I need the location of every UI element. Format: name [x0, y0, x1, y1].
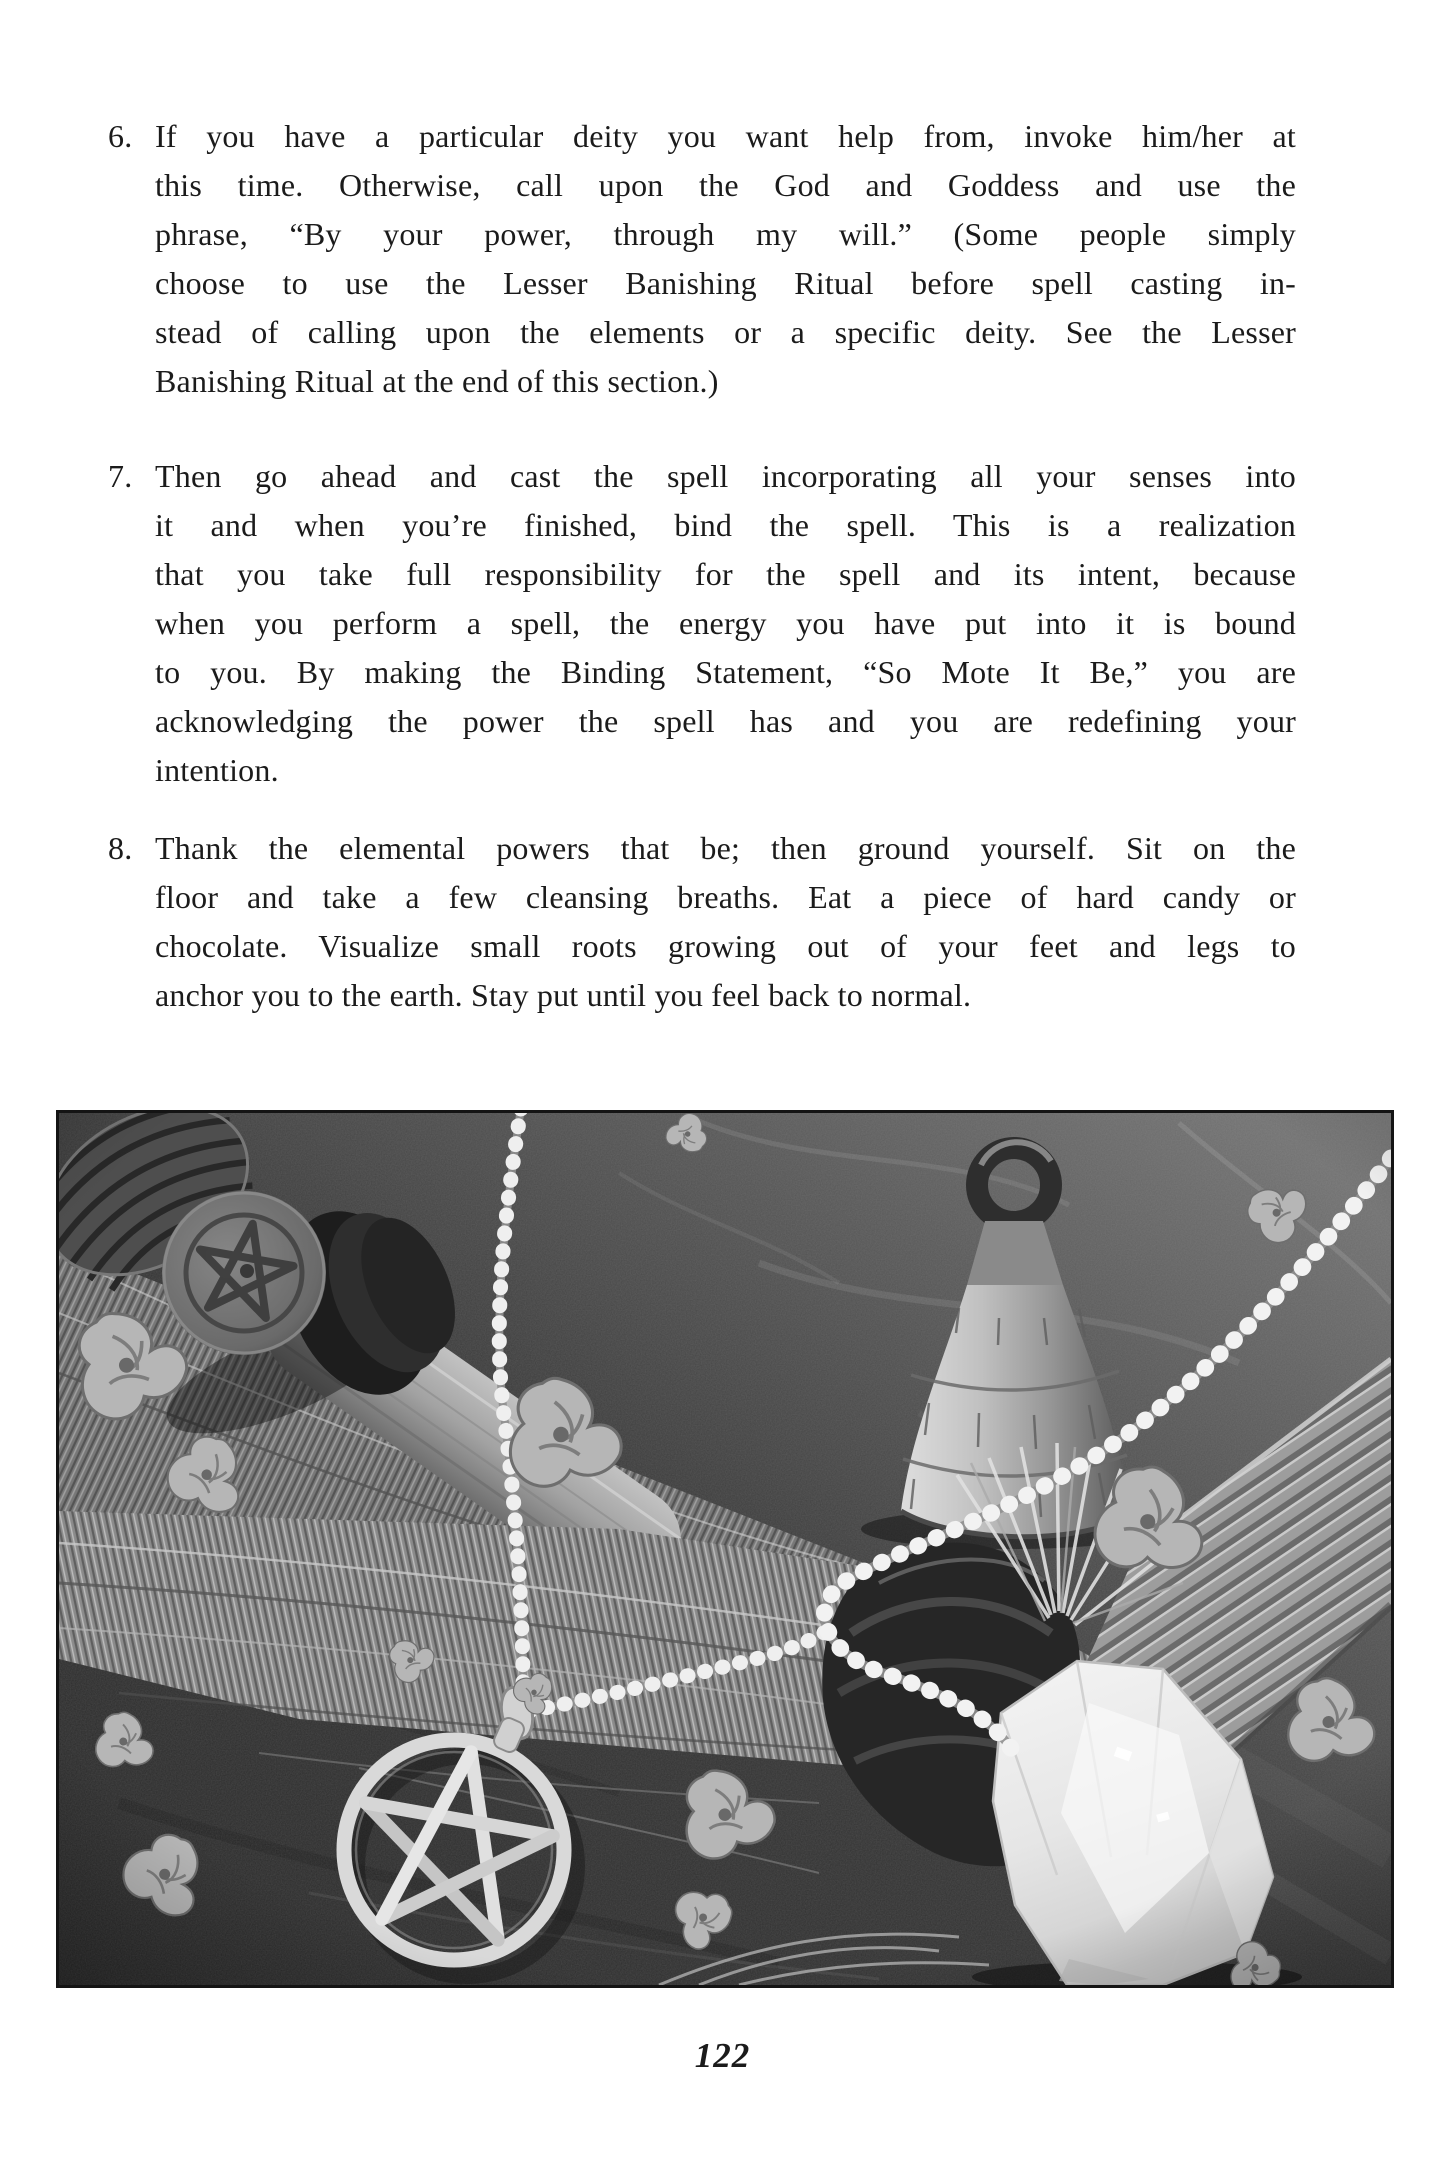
text-line: to you. By making the Binding Statement, “So Mote It Be,” you are	[155, 654, 1296, 690]
text-line: when you perform a spell, the energy you have put into it is bound	[155, 605, 1296, 641]
text-line: phrase, “By your power, through my will.” (Some people simply	[155, 216, 1296, 252]
list-item-8	[108, 824, 1296, 1020]
page-number: 122	[694, 2036, 751, 2075]
ritual-objects-photo	[56, 1110, 1394, 1988]
text-line: intention.	[155, 752, 279, 788]
text-line: Thank the elemental powers that be; then ground yourself. Sit on the	[155, 830, 1296, 866]
text-line: anchor you to the earth. Stay put until you feel back to normal.	[155, 977, 972, 1013]
text-line: If you have a particular deity you want help from, invoke him/her at	[155, 118, 1296, 154]
text-line: choose to use the Lesser Banishing Ritual before spell casting in-	[155, 265, 1296, 301]
text-line: that you take full responsibility for the spell and its intent, because	[155, 556, 1296, 592]
text-line: Banishing Ritual at the end of this section.)	[155, 363, 719, 399]
text-line: stead of calling upon the elements or a specific deity. See the Lesser	[155, 314, 1296, 350]
list-item-7	[108, 452, 1296, 795]
list-number: 7.	[108, 458, 133, 494]
list-item-6	[108, 112, 1296, 406]
list-number: 8.	[108, 830, 133, 866]
text-line: this time. Otherwise, call upon the God and Goddess and use the	[155, 167, 1296, 203]
vignette-overlay	[59, 1113, 1391, 1985]
ritual-photo-illustration	[59, 1113, 1391, 1985]
text-line: Then go ahead and cast the spell incorporating all your senses into	[155, 458, 1296, 494]
text-line: it and when you’re finished, bind the spell. This is a realization	[155, 507, 1296, 543]
text-line: chocolate. Visualize small roots growing out of your feet and legs to	[155, 928, 1296, 964]
text-line: floor and take a few cleansing breaths. Eat a piece of hard candy or	[155, 879, 1296, 915]
list-number: 6.	[108, 118, 133, 154]
text-line: acknowledging the power the spell has and you are redefining your	[155, 703, 1296, 739]
